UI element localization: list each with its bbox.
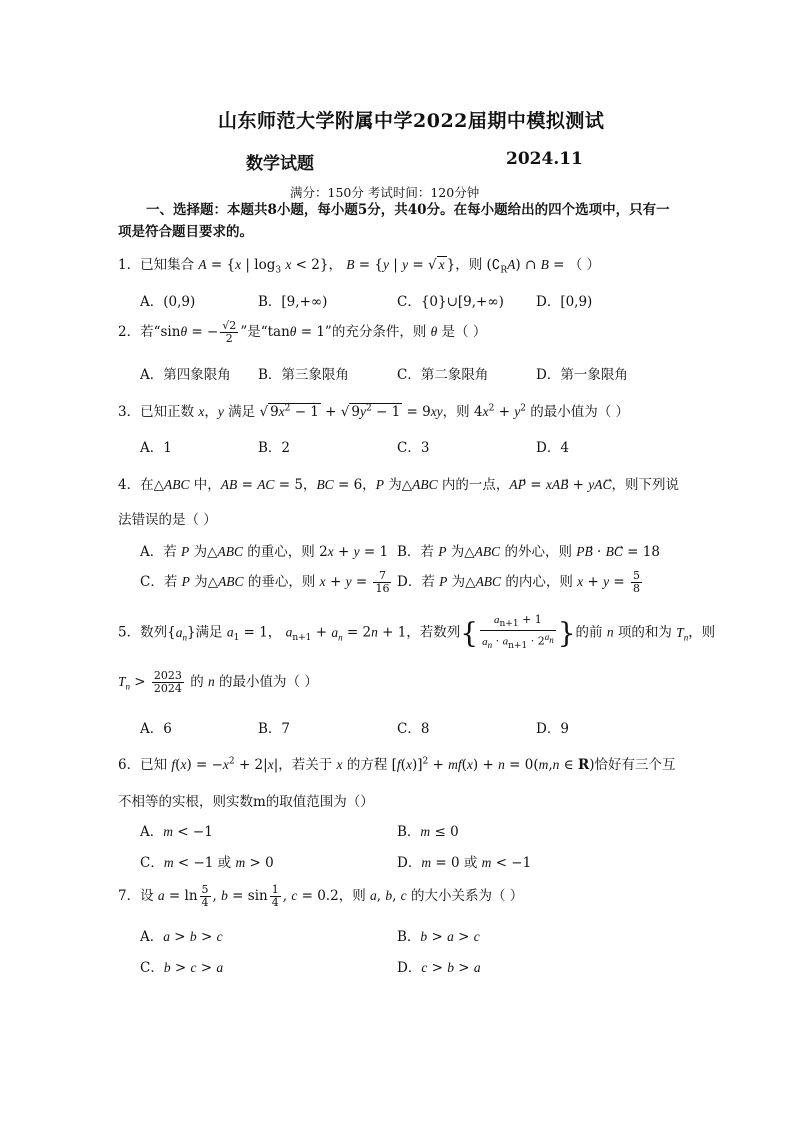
q4-option-b[interactable]: B．若 P 为△ABC 的外心，则 PB⃗ · BC⃗ = 18 <box>397 544 660 560</box>
subject-title: 数学试题 <box>246 154 314 174</box>
q3-option-a[interactable]: A．1 <box>140 440 172 456</box>
q2-option-a[interactable]: A．第四象限角 <box>140 367 231 383</box>
q1-option-a[interactable]: A．(0,9) <box>140 294 196 310</box>
exam-date: 2024.11 <box>506 149 583 169</box>
q5-option-d[interactable]: D．9 <box>536 721 569 737</box>
question-3: 3．已知正数 x，y 满足 √ $9x^2 - 1$ + √ $9y^2 - 1 = 9xy$，则 $4x^2 + y^2$ 的最小值为（ ） <box>118 403 630 420</box>
question-6: 6．已知 $f(x) = -x^2 + 2|x|$，若关于 x 的方程 $[f(x)]^2 + mf(x) + n = 0(m,n$ ∈ R)恰好有三个互 <box>118 756 676 773</box>
q6-option-b[interactable]: B．m ≤ 0 <box>397 824 459 840</box>
q2-option-d[interactable]: D．第一象限角 <box>536 367 628 383</box>
q1-option-d[interactable]: D．[0,9) <box>536 294 593 310</box>
q6-option-d[interactable]: D．m = 0 或 m < −1 <box>397 855 532 871</box>
question-4-line2: 法错误的是（ ） <box>118 512 217 528</box>
q3-option-c[interactable]: C．3 <box>397 440 430 456</box>
question-6-line2: 不相等的实根，则实数m的取值范围为（） <box>118 794 374 810</box>
q1-option-c[interactable]: C．{0}∪[9,+∞) <box>397 294 504 310</box>
question-7: 7．设 a = ln $\frac{5}{4}$ , b = sin $\frac{1}{4}$ , c = 0.2，则 a, b, c 的大小关系为（ ） <box>118 883 524 909</box>
question-2: 2．若“sinθ = − $\frac{√2}{2}$ ”是“tanθ = 1”的充分条件，则 θ 是（ ） <box>118 319 487 345</box>
q1-option-b[interactable]: B．[9,+∞) <box>258 294 328 310</box>
q3-option-b[interactable]: B．2 <box>258 440 291 456</box>
q4-option-c[interactable]: C．若 P 为△ABC 的垂心，则 x + y = $\frac{7}{16}$ <box>140 569 390 595</box>
q4-option-a[interactable]: A．若 P 为△ABC 的重心，则 2x + y = 1 <box>140 544 389 560</box>
q3-option-d[interactable]: D．4 <box>536 440 569 456</box>
question-5-line2: $T_n$ > $\frac{2023}{2024}$ 的 n 的最小值为（ ） <box>118 669 318 695</box>
q7-option-c[interactable]: C．b > c > a <box>140 960 224 976</box>
q6-option-a[interactable]: A．m < −1 <box>140 824 213 840</box>
question-5: 5．数列$\{a_n\}$满足 $a_1 = 1$， $a_{n+1} + a_n = 2n + 1$，若数列{ $\frac{a_{n+1} + 1}{a_n \cdot a_{n+1} \cdot 2^{a_n}}$ }的前 n 项的和为 $T_n$，则 <box>118 613 716 652</box>
question-1: 1．已知集合 A = {x | $\log_3 x < 2$}， B = {y | y = √ x }，则 $(∁_RA)$ ∩ B = （ ） <box>118 257 601 276</box>
q4-option-d[interactable]: D．若 P 为△ABC 的内心，则 x + y = $\frac{5}{8}$ <box>397 569 640 595</box>
q5-option-c[interactable]: C．8 <box>397 721 430 737</box>
q2-option-b[interactable]: B．第三象限角 <box>258 367 349 383</box>
question-4: 4．在△ABC 中，AB = AC = 5，BC = 6，P 为△ABC 内的一点，AP⃗ = xAB⃗ + yAC⃗，则下列说 <box>118 477 679 493</box>
q6-option-c[interactable]: C．m < −1 或 m > 0 <box>140 855 274 871</box>
exam-meta: 满分：150分 考试时间：120分钟 <box>290 185 480 200</box>
q7-option-d[interactable]: D．c > b > a <box>397 960 481 976</box>
exam-title: 山东师范大学附属中学2022届期中模拟测试 <box>218 110 605 132</box>
q7-option-a[interactable]: A．a > b > c <box>140 929 223 945</box>
q7-option-b[interactable]: B．b > a > c <box>397 929 480 945</box>
q5-option-b[interactable]: B．7 <box>258 721 291 737</box>
q5-option-a[interactable]: A．6 <box>140 721 172 737</box>
q2-option-c[interactable]: C．第二象限角 <box>397 367 489 383</box>
section-intro: 一、选择题：本题共8小题，每小题5分，共40分。在每小题给出的四个选项中，只有一项是符合题目要求的。 <box>118 202 670 240</box>
